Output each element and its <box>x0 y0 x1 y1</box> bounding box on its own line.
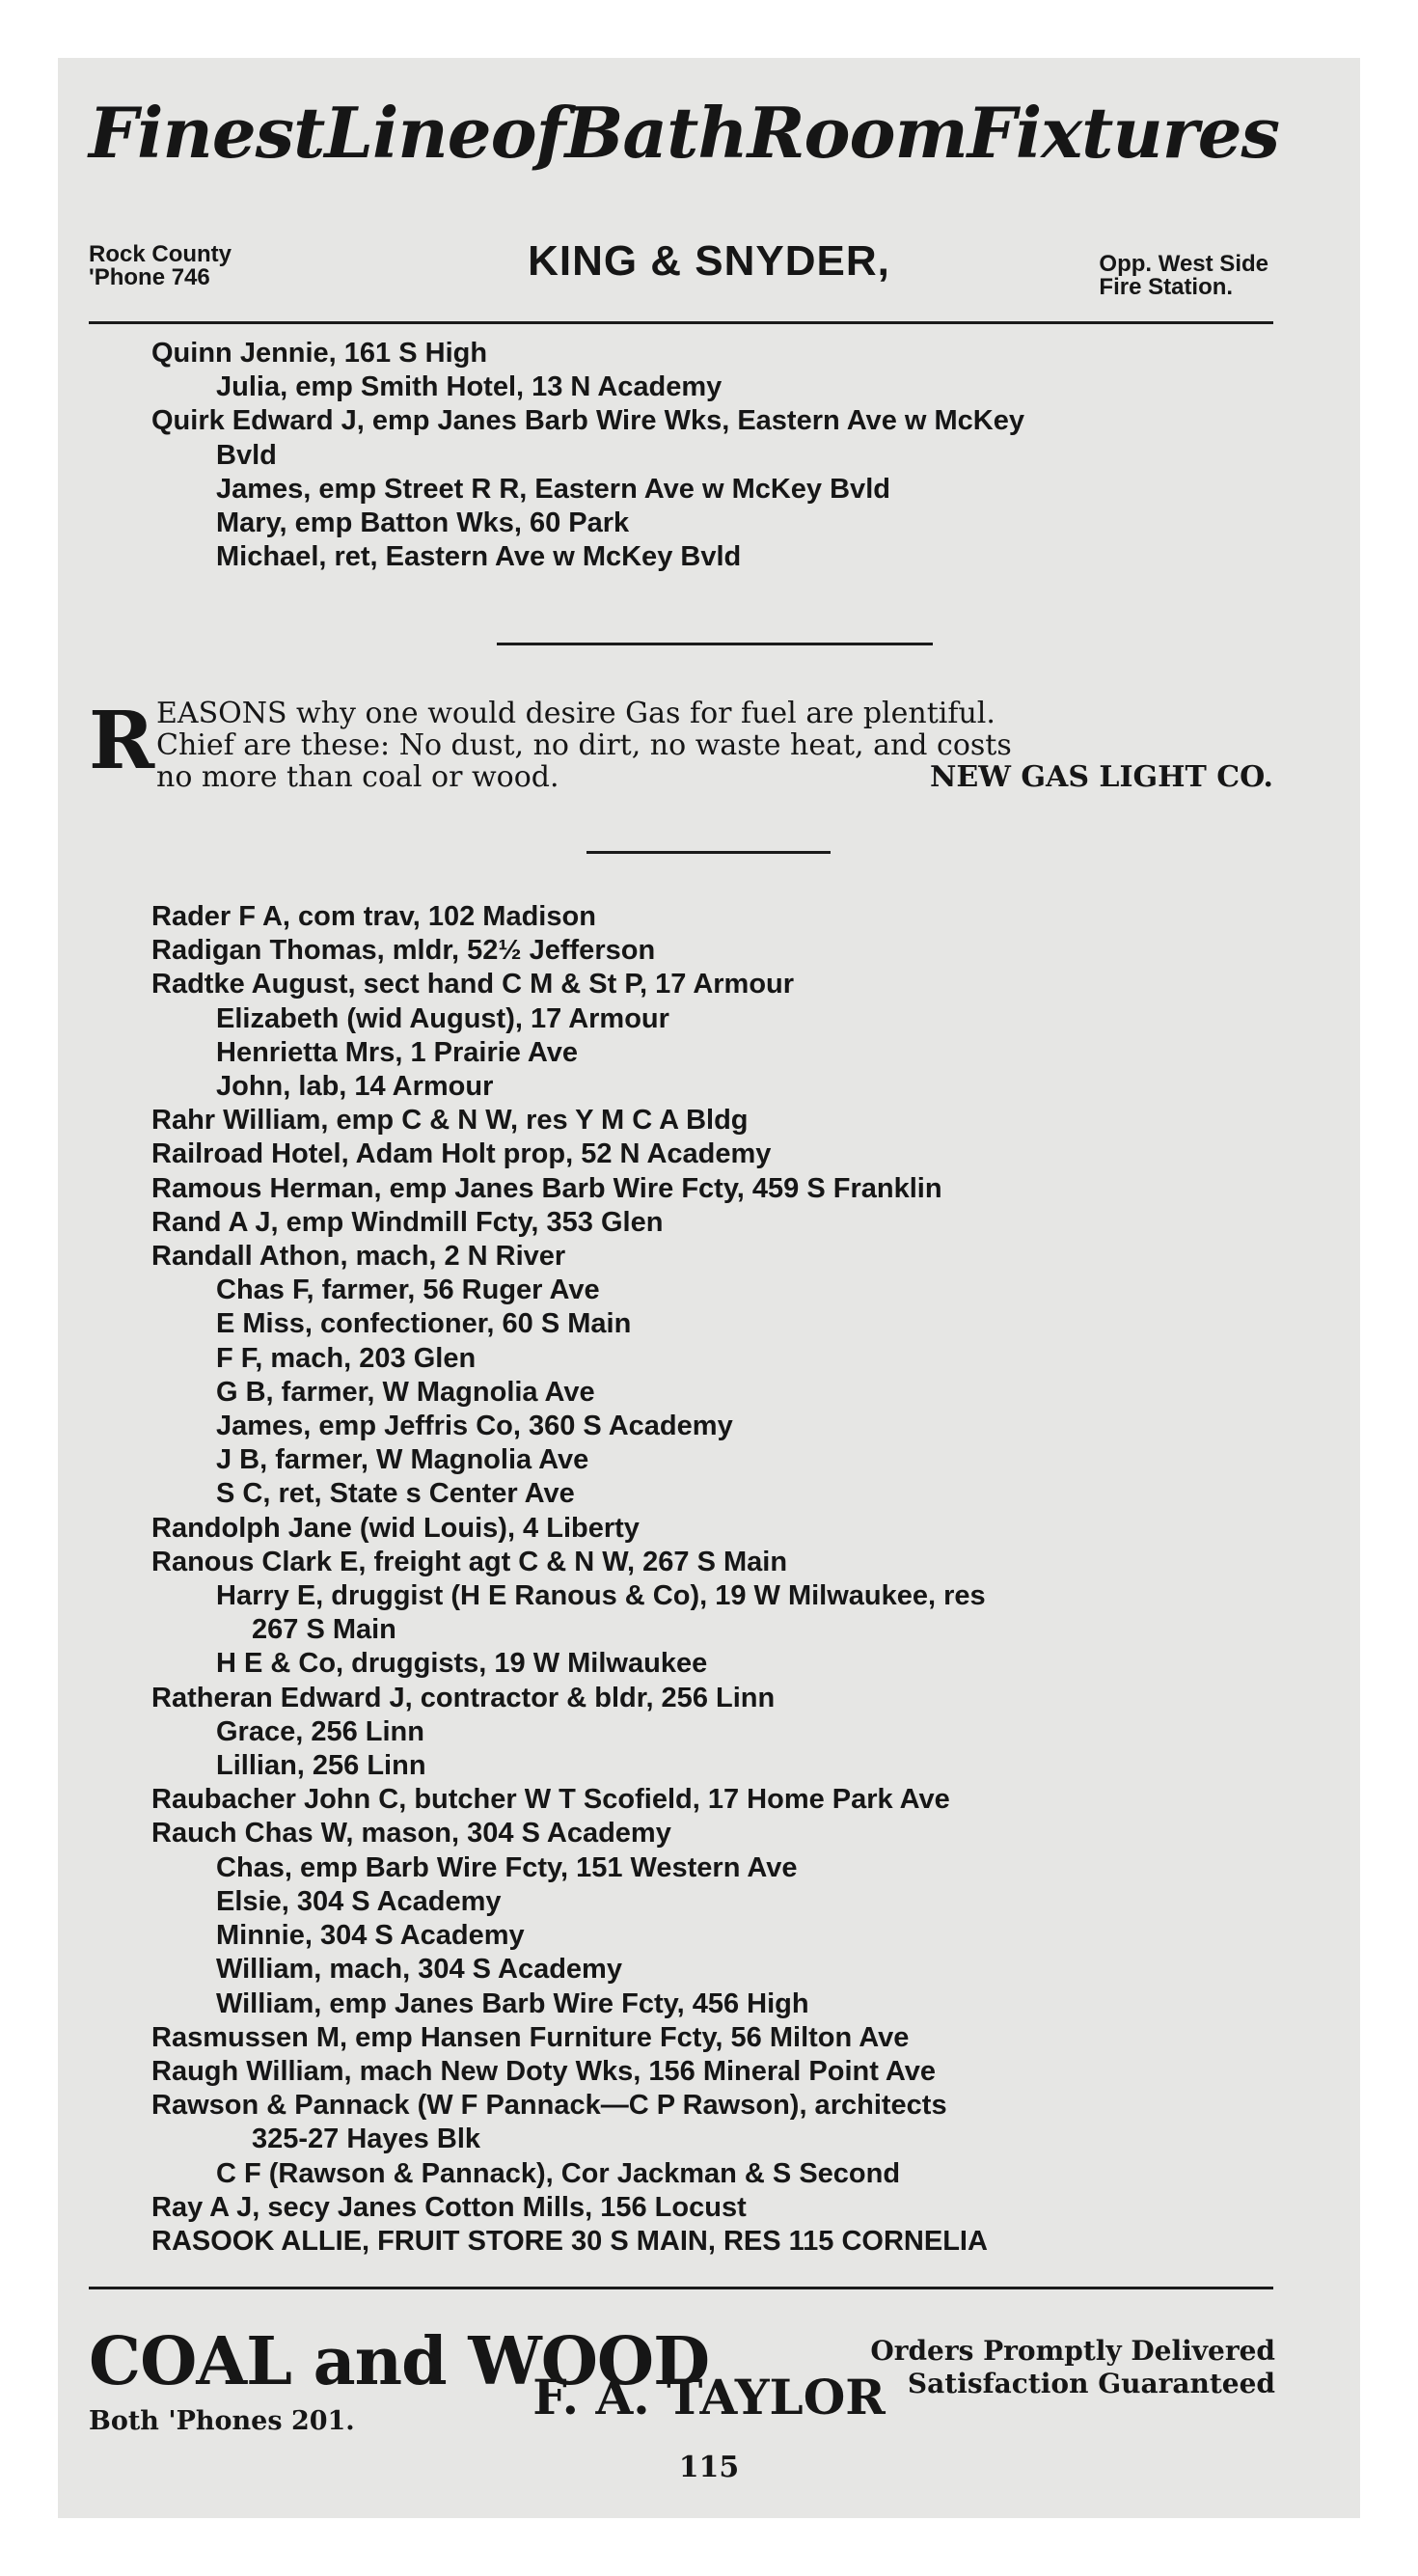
list-item: G B, farmer, W Magnolia Ave <box>216 1376 595 1408</box>
list-item: RASOOK ALLIE, FRUIT STORE 30 S MAIN, RES 115 CORNELIA <box>151 2225 988 2257</box>
list-item: William, emp Janes Barb Wire Fcty, 456 High <box>216 1987 809 2019</box>
list-item: H E & Co, druggists, 19 W Milwaukee <box>216 1648 708 1680</box>
header-location-line1: Opp. West Side <box>1099 251 1268 277</box>
list-item: 267 S Main <box>252 1614 396 1646</box>
drop-cap: R <box>89 695 155 787</box>
list-item: 325-27 Hayes Blk <box>252 2124 480 2155</box>
entries-r <box>151 900 988 2259</box>
list-item: Michael, ret, Eastern Ave w McKey Bvld <box>216 541 742 573</box>
list-item: Ratheran Edward J, contractor & bldr, 256 Linn <box>151 1682 776 1713</box>
list-item: Rahr William, emp C & N W, res Y M C A Bldg <box>151 1105 749 1137</box>
slogan-word: Fixtures <box>967 92 1280 174</box>
footer-orders-line2: Satisfaction Guaranteed <box>907 2368 1275 2399</box>
list-item: Elizabeth (wid August), 17 Armour <box>216 1002 669 1034</box>
list-item: Minnie, 304 S Academy <box>216 1920 525 1952</box>
list-item: Julia, emp Smith Hotel, 13 N Academy <box>216 371 723 403</box>
list-item: John, lab, 14 Armour <box>216 1071 494 1103</box>
list-item: Raubacher John C, butcher W T Scofield, 17 Home Park Ave <box>151 1784 950 1816</box>
footer-dealer: F. A. TAYLOR <box>532 2369 886 2425</box>
footer-divider <box>89 2287 1273 2289</box>
header-firm: KING & SNYDER, <box>528 237 890 285</box>
list-item: Quinn Jennie, 161 S High <box>151 338 488 369</box>
ad-line: Chief are these: No dust, no dirt, no waste heat, and costs <box>156 728 1012 762</box>
header-location-line2: Fire Station. <box>1099 274 1234 300</box>
ad-line: no more than coal or wood. <box>156 760 559 794</box>
slogan-word: of <box>490 92 565 174</box>
list-item: Rasmussen M, emp Hansen Furniture Fcty, 56 Milton Ave <box>151 2021 910 2053</box>
header-phone-line1: Rock County <box>89 241 232 267</box>
gas-advertisement <box>89 695 1273 794</box>
list-item: Chas F, farmer, 56 Ruger Ave <box>216 1274 600 1306</box>
list-item: Raugh William, mach New Doty Wks, 156 Mineral Point Ave <box>151 2055 937 2087</box>
ad-line: EASONS why one would desire Gas for fuel are plentiful. <box>156 697 995 730</box>
slogan-word: Bath <box>564 92 748 174</box>
list-item: Elsie, 304 S Academy <box>216 1885 502 1917</box>
slogan-word: Room <box>747 92 968 174</box>
list-item: C F (Rawson & Pannack), Cor Jackman & S Second <box>216 2157 901 2189</box>
entries-quinn <box>151 337 1024 574</box>
list-item: Randolph Jane (wid Louis), 4 Liberty <box>151 1512 640 1544</box>
list-item: Ray A J, secy Janes Cotton Mills, 156 Locust <box>151 2191 747 2223</box>
ad-company: NEW GAS LIGHT CO. <box>930 760 1273 794</box>
list-item: J B, farmer, W Magnolia Ave <box>216 1444 589 1476</box>
header-location <box>1099 253 1268 299</box>
section-divider <box>497 643 933 645</box>
list-item: Ramous Herman, emp Janes Barb Wire Fcty, 459 S Franklin <box>151 1172 942 1204</box>
list-item: Rawson & Pannack (W F Pannack—C P Rawson), architects <box>151 2090 947 2122</box>
list-item: Lillian, 256 Linn <box>216 1750 426 1782</box>
list-item: S C, ret, State s Center Ave <box>216 1478 575 1510</box>
list-item: Grace, 256 Linn <box>216 1715 424 1747</box>
list-item: Ranous Clark E, freight agt C & N W, 267 S Main <box>151 1546 788 1577</box>
list-item: William, mach, 304 S Academy <box>216 1954 622 1986</box>
list-item: Rader F A, com trav, 102 Madison <box>151 901 596 932</box>
header-phone-line2: 'Phone 746 <box>89 264 210 290</box>
list-item: Mary, emp Batton Wks, 60 Park <box>216 507 630 539</box>
footer-orders-line1: Orders Promptly Delivered <box>870 2335 1275 2367</box>
list-item: Railroad Hotel, Adam Holt prop, 52 N Academy <box>151 1138 772 1170</box>
header-divider <box>89 321 1273 324</box>
page-number: 115 <box>678 2451 740 2484</box>
list-item: Harry E, druggist (H E Ranous & Co), 19 W Milwaukee, res <box>216 1580 986 1612</box>
list-item: James, emp Jeffris Co, 360 S Academy <box>216 1411 733 1442</box>
list-item: E Miss, confectioner, 60 S Main <box>216 1308 632 1340</box>
list-item: James, emp Street R R, Eastern Ave w McKey Bvld <box>216 473 890 505</box>
header-slogan <box>89 92 1280 174</box>
list-item: Quirk Edward J, emp Janes Barb Wire Wks, Eastern Ave w McKey <box>151 405 1024 437</box>
list-item: Rauch Chas W, mason, 304 S Academy <box>151 1818 671 1850</box>
list-item: Henrietta Mrs, 1 Prairie Ave <box>216 1036 579 1068</box>
list-item: Bvld <box>216 439 277 471</box>
section-divider <box>586 851 831 854</box>
list-item: F F, mach, 203 Glen <box>216 1342 477 1374</box>
list-item: Chas, emp Barb Wire Fcty, 151 Western Ave <box>216 1851 798 1883</box>
slogan-word: Line <box>324 92 491 174</box>
list-item: Rand A J, emp Windmill Fcty, 353 Glen <box>151 1206 664 1238</box>
list-item: Randall Athon, mach, 2 N River <box>151 1241 566 1273</box>
footer-headline: COAL and WOOD <box>89 2323 710 2400</box>
slogan-word: Finest <box>89 92 325 174</box>
list-item: Radtke August, sect hand C M & St P, 17 Armour <box>151 969 795 1000</box>
footer-phones: Both 'Phones 201. <box>89 2406 355 2436</box>
list-item: Radigan Thomas, mldr, 52½ Jefferson <box>151 935 656 967</box>
